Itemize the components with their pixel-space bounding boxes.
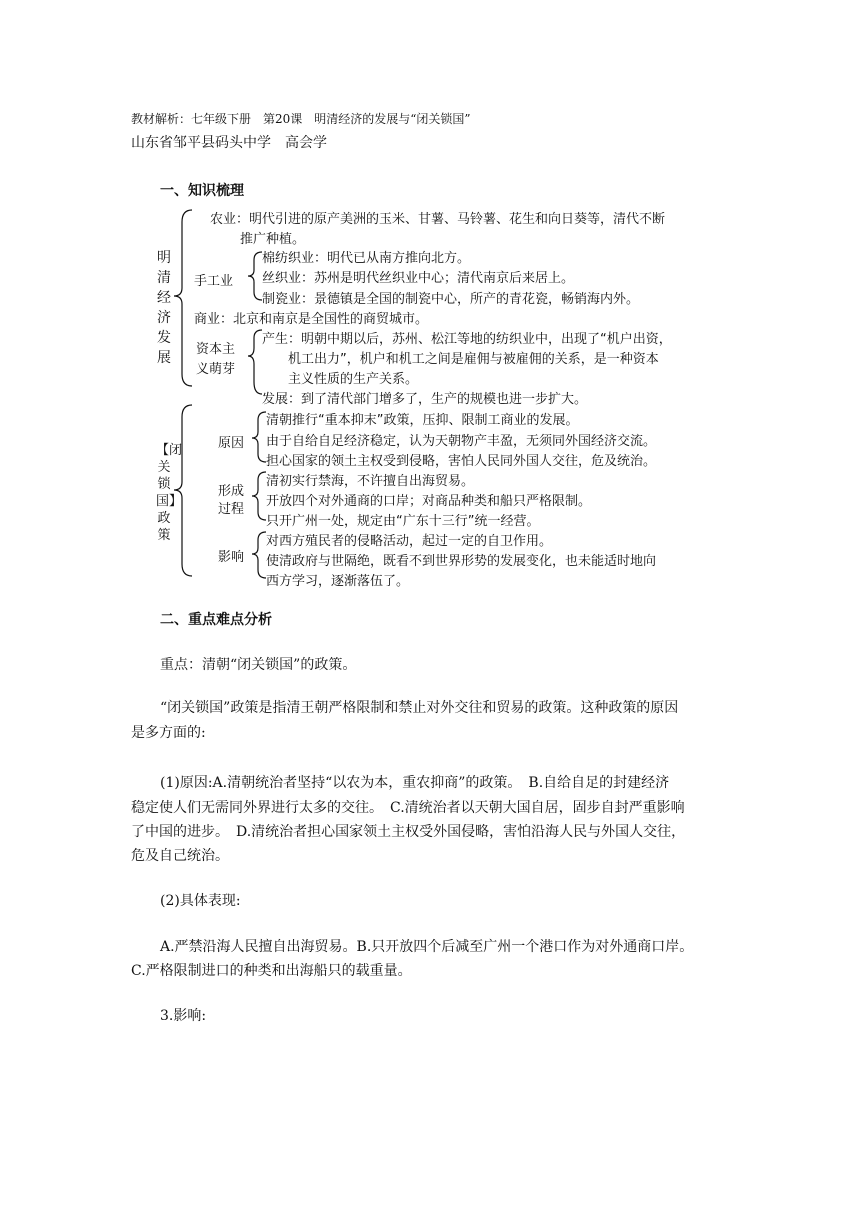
reason2-line: 由于自给自足经济稳定，认为天朝物产丰盈，无须同外国经济交流。 xyxy=(266,434,657,449)
formation1-line: 清初实行禁海，不许擅自出海贸易。 xyxy=(266,474,475,489)
author-line: 山东省邹平县码头中学 高会学 xyxy=(131,135,327,151)
brace-handicraft xyxy=(248,252,262,300)
commerce-line: 商业：北京和南京是全国性的商贸城市。 xyxy=(194,312,429,327)
agriculture-line2: 推广种植。 xyxy=(240,232,306,247)
knowledge-diagram xyxy=(140,200,700,595)
focus-line: 重点：清朝“闭关锁国”的政策。 xyxy=(160,657,357,673)
formation2-line: 开放四个对外通商的口岸；对商品种类和船只严格限制。 xyxy=(266,494,592,509)
brace-group1 xyxy=(174,210,192,386)
impact3-line: 西方学习，逐渐落伍了。 xyxy=(266,574,410,589)
porcelain-line: 制瓷业：景德镇是全国的制瓷中心，所产的青花瓷，畅销海内外。 xyxy=(262,292,640,307)
intro-line1: “闭关锁国”政策是指清王朝严格限制和禁止对外交往和贸易的政策。这种政策的原因 xyxy=(160,700,679,716)
impact1-line: 对西方殖民者的侵略活动，起过一定的自卫作用。 xyxy=(266,534,553,549)
handicraft-label: 手工业 xyxy=(194,274,234,289)
capitalism-label-2: 义萌芽 xyxy=(196,362,236,377)
formation-label-2: 过程 xyxy=(218,502,245,517)
impact2-line: 使清政府与世隔绝，既看不到世界形势的发展变化，也未能适时地向 xyxy=(266,554,657,569)
origin-line1: 产生：明朝中期以后，苏州、松江等地的纺织业中，出现了“机户出资， xyxy=(262,332,672,347)
reasons-line4: 危及自己统治。 xyxy=(131,848,229,864)
capitalism-label-1: 资本主 xyxy=(196,342,236,357)
origin-line3: 主义性质的生产关系。 xyxy=(288,372,419,387)
agriculture-line1: 农业：明代引进的原产美洲的玉米、甘薯、马铃薯、花生和向日葵等，清代不断 xyxy=(210,212,666,227)
reasons-line1: (1)原因:A.清朝统治者坚持“以农为本，重农抑商”的政策。 B.自给自足的封建经济 xyxy=(160,775,670,791)
cotton-line: 棉纺织业：明代已从南方推向北方。 xyxy=(262,251,471,266)
reasons-label: 原因 xyxy=(218,436,245,451)
impact-title: 3.影响: xyxy=(160,1008,207,1024)
formation-label-1: 形成 xyxy=(218,484,245,499)
section1-title: 一、知识梳理 xyxy=(160,183,244,199)
performance-line2: C.严格限制进口的种类和出海船只的载重量。 xyxy=(131,963,412,979)
reason3-line: 担心国家的领土主权受到侵略，害怕人民同外国人交往，危及统治。 xyxy=(266,454,657,469)
brace-formation xyxy=(252,472,266,520)
origin-line2: 机工出力”，机户和机工之间是雇佣与被雇佣的关系，是一种资本 xyxy=(288,352,659,367)
impact-label: 影响 xyxy=(218,550,245,565)
intro-line2: 是多方面的: xyxy=(131,725,206,741)
performance-title: (2)具体表现: xyxy=(160,893,241,909)
brace-capitalism xyxy=(248,330,262,394)
silk-line: 丝织业：苏州是明代丝织业中心；清代南京后来居上。 xyxy=(262,271,575,286)
formation3-line: 只开广州一处，规定由“广东十三行”统一经营。 xyxy=(266,514,540,529)
development-line: 发展：到了清代部门增多了，生产的规模也进一步扩大。 xyxy=(262,392,588,407)
brace-impact xyxy=(252,532,266,578)
group1-vertical-label: 明清经济发展 xyxy=(157,250,171,366)
performance-line1: A.严禁沿海人民擅自出海贸易。B.只开放四个后减至广州一个港口作为对外通商口岸。 xyxy=(160,939,694,955)
brace-group2 xyxy=(174,405,192,576)
reason1-line: 清朝推行“重本抑末”政策，压抑、限制工商业的发展。 xyxy=(266,413,579,428)
reasons-line3: 了中国的进步。 D.清统治者担心国家领土主权受外国侵略，害怕沿海人民与外国人交往， xyxy=(131,824,686,840)
group2-vertical-label: 【闭关锁国】政策 xyxy=(156,443,183,543)
reasons-line2: 稳定使人们无需同外界进行太多的交往。 C.清统治者以天朝大国自居，固步自封严重影响 xyxy=(131,800,685,816)
section2-title: 二、重点难点分析 xyxy=(160,612,272,628)
brace-reasons xyxy=(252,412,266,462)
document-title-line: 教材解析：七年级下册 第20课 明清经济的发展与“闭关锁国” xyxy=(131,112,471,126)
